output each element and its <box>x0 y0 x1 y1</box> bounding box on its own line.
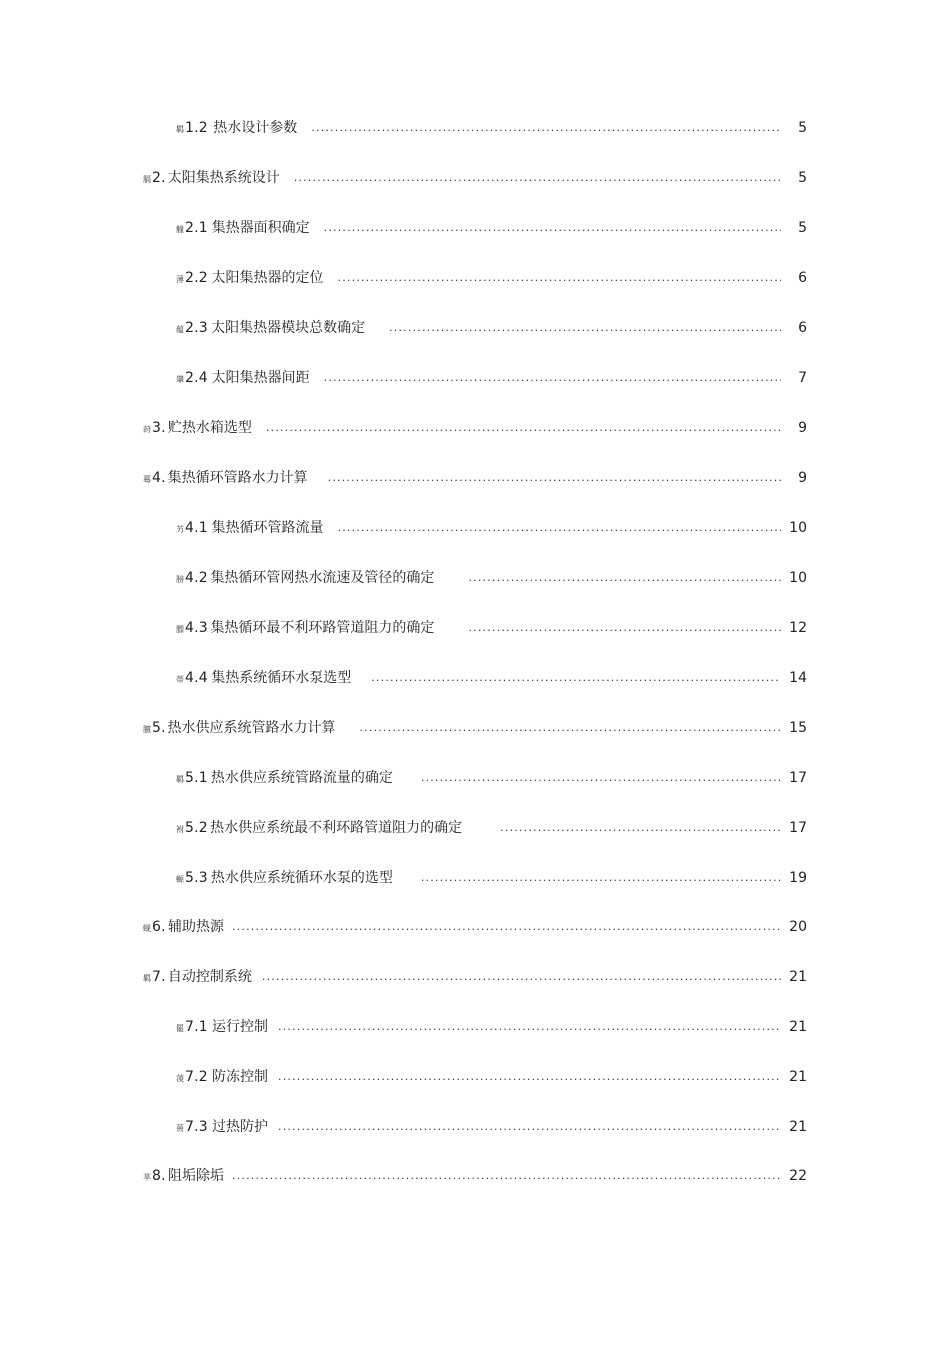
toc-page-number: 5 <box>798 170 807 186</box>
toc-leader <box>278 1115 781 1139</box>
toc-marker: 蓤 <box>176 1074 184 1083</box>
toc-page-number: 5 <box>798 220 807 236</box>
toc-entry-2-1[interactable] <box>176 216 807 240</box>
toc-title: 太阳集热器间距 <box>211 370 310 386</box>
toc-leader <box>371 666 781 690</box>
toc-marker: 芈 <box>143 1173 151 1182</box>
toc-title: 集热系统循环水泵选型 <box>211 670 352 686</box>
toc-entry-5-2[interactable] <box>176 816 807 840</box>
toc-entry-7-1[interactable] <box>176 1015 807 1039</box>
toc-marker: 羁 <box>176 775 184 784</box>
toc-number: 2.2 <box>185 270 208 286</box>
toc-leader <box>338 516 782 540</box>
toc-leader <box>468 566 781 590</box>
toc-leader <box>328 466 781 490</box>
toc-number: 5.3 <box>185 870 208 886</box>
toc-title: 集热循环管路流量 <box>211 520 324 536</box>
toc-page-number: 10 <box>789 520 807 536</box>
toc-title: 防冻控制 <box>212 1069 268 1085</box>
toc-page-number: 7 <box>798 370 807 386</box>
toc-page-number: 20 <box>789 919 807 935</box>
toc-leader <box>324 216 781 240</box>
toc-leader <box>500 816 781 840</box>
toc-leader <box>421 866 781 890</box>
toc-number: 4.2 <box>185 570 208 586</box>
toc-entry-4-4[interactable] <box>176 666 807 690</box>
toc-entry-7-2[interactable] <box>176 1065 807 1089</box>
toc-marker: 膻 <box>143 725 151 734</box>
toc-number: 2. <box>152 170 166 186</box>
toc-entry-7[interactable] <box>143 965 807 989</box>
toc-leader <box>232 915 781 939</box>
toc-page-number: 14 <box>789 670 807 686</box>
toc-leader <box>359 716 781 740</box>
toc-number: 4.3 <box>185 620 208 636</box>
toc-entry-5-1[interactable] <box>176 766 807 790</box>
toc-title: 集热循环管网热水流速及管径的确定 <box>210 570 435 586</box>
toc-marker: 螈 <box>176 875 184 884</box>
toc-marker: 蕴 <box>176 325 184 334</box>
toc-page-number: 19 <box>789 870 807 886</box>
toc-leader <box>324 366 781 390</box>
toc-marker: 莳 <box>143 425 151 434</box>
toc-title: 太阳集热器的定位 <box>211 270 324 286</box>
toc-page-number: 17 <box>789 820 807 836</box>
toc-number: 7.2 <box>185 1069 208 1085</box>
toc-marker: 羁 <box>143 974 151 983</box>
toc-page-number: 6 <box>798 320 807 336</box>
toc-entry-5[interactable] <box>143 716 807 740</box>
toc-marker: 罷 <box>176 1024 184 1033</box>
toc-entry-5-3[interactable] <box>176 866 807 890</box>
toc-page-number: 17 <box>789 770 807 786</box>
toc-page-number: 9 <box>798 420 807 436</box>
toc-title: 集热循环最不利环路管道阻力的确定 <box>210 620 435 636</box>
toc-entry-2-3[interactable] <box>176 316 807 340</box>
toc-number: 7.3 <box>185 1119 208 1135</box>
toc-title: 运行控制 <box>212 1019 268 1035</box>
toc-page-number: 21 <box>789 969 807 985</box>
toc-page-number: 15 <box>789 720 807 736</box>
toc-entry-4[interactable] <box>143 466 807 490</box>
toc-entry-2[interactable] <box>143 166 807 190</box>
toc-page-number: 21 <box>789 1019 807 1035</box>
toc-title: 辅助热源 <box>168 919 225 935</box>
toc-entry-2-4[interactable] <box>176 366 807 390</box>
toc-title: 集热循环管路水力计算 <box>167 470 308 486</box>
toc-number: 5. <box>152 720 166 736</box>
toc-entry-2-2[interactable] <box>176 266 807 290</box>
toc-number: 2.1 <box>185 220 208 236</box>
toc-leader <box>468 616 781 640</box>
toc-number: 3. <box>152 420 166 436</box>
toc-leader <box>262 965 781 989</box>
toc-page-number: 5 <box>798 120 807 136</box>
toc-number: 8. <box>152 1168 166 1184</box>
toc-number: 1.2 <box>185 120 208 136</box>
toc-title: 贮热水箱选型 <box>167 420 252 436</box>
toc-leader <box>232 1164 781 1188</box>
toc-entry-4-2[interactable] <box>176 566 807 590</box>
toc-title: 太阳集热器模块总数确定 <box>211 320 366 336</box>
toc-number: 4.4 <box>185 670 208 686</box>
toc-title: 热水供应系统管路流量的确定 <box>210 770 393 786</box>
toc-title: 过热防护 <box>212 1119 268 1135</box>
toc-marker: 膀 <box>176 575 184 584</box>
toc-entry-6[interactable] <box>143 915 807 939</box>
toc-page-number: 10 <box>789 570 807 586</box>
toc-marker: 膈 <box>143 175 151 184</box>
toc-leader <box>311 116 781 140</box>
toc-page-number: 9 <box>798 470 807 486</box>
toc-leader <box>266 416 781 440</box>
toc-title: 阻垢除垢 <box>168 1168 225 1184</box>
toc-number: 4.1 <box>185 520 208 536</box>
toc-entry-4-1[interactable] <box>176 516 807 540</box>
toc-marker: 艟 <box>176 225 184 234</box>
toc-number: 7.1 <box>185 1019 208 1035</box>
toc-page-number: 21 <box>789 1069 807 1085</box>
toc-marker: 蓦 <box>143 475 151 484</box>
toc-number: 4. <box>152 470 166 486</box>
toc-number: 2.4 <box>185 370 208 386</box>
toc-marker: 羁 <box>176 125 184 134</box>
toc-title: 热水供应系统管路水力计算 <box>167 720 336 736</box>
toc-marker: 膘 <box>176 625 184 634</box>
toc-leader <box>294 166 781 190</box>
toc-entry-8[interactable] <box>143 1164 807 1188</box>
toc-number: 7. <box>152 969 166 985</box>
toc-leader <box>421 766 781 790</box>
toc-title: 热水设计参数 <box>213 120 298 136</box>
toc-marker: 蒂 <box>176 675 184 684</box>
toc-entry-4-3[interactable] <box>176 616 807 640</box>
toc-number: 5.2 <box>185 820 208 836</box>
toc-page-number: 22 <box>789 1168 807 1184</box>
toc-marker: 蒉 <box>176 1124 184 1133</box>
toc-marker: 蚬 <box>143 924 151 933</box>
toc-page-number: 21 <box>789 1119 807 1135</box>
toc-title: 集热器面积确定 <box>211 220 310 236</box>
toc-entry-7-3[interactable] <box>176 1115 807 1139</box>
toc-number: 5.1 <box>185 770 208 786</box>
toc-entry-3[interactable] <box>143 416 807 440</box>
toc-title: 太阳集热系统设计 <box>167 170 280 186</box>
toc-entry-1-2[interactable] <box>176 116 807 140</box>
toc-leader <box>389 316 781 340</box>
toc-number: 2.3 <box>185 320 208 336</box>
toc-title: 热水供应系统循环水泵的选型 <box>210 870 393 886</box>
toc-marker: 肇 <box>176 375 184 384</box>
toc-title: 自动控制系统 <box>167 969 252 985</box>
toc-number: 6. <box>152 919 166 935</box>
toc-leader <box>278 1015 781 1039</box>
toc-page-number: 12 <box>789 620 807 636</box>
toc-marker: 薄 <box>176 275 184 284</box>
toc-leader <box>338 266 782 290</box>
toc-marker: 艻 <box>176 525 184 534</box>
toc-page-number: 6 <box>798 270 807 286</box>
toc-marker: 袝 <box>176 825 184 834</box>
toc-leader <box>278 1065 781 1089</box>
toc-title: 热水供应系统最不利环路管道阻力的确定 <box>210 820 463 836</box>
